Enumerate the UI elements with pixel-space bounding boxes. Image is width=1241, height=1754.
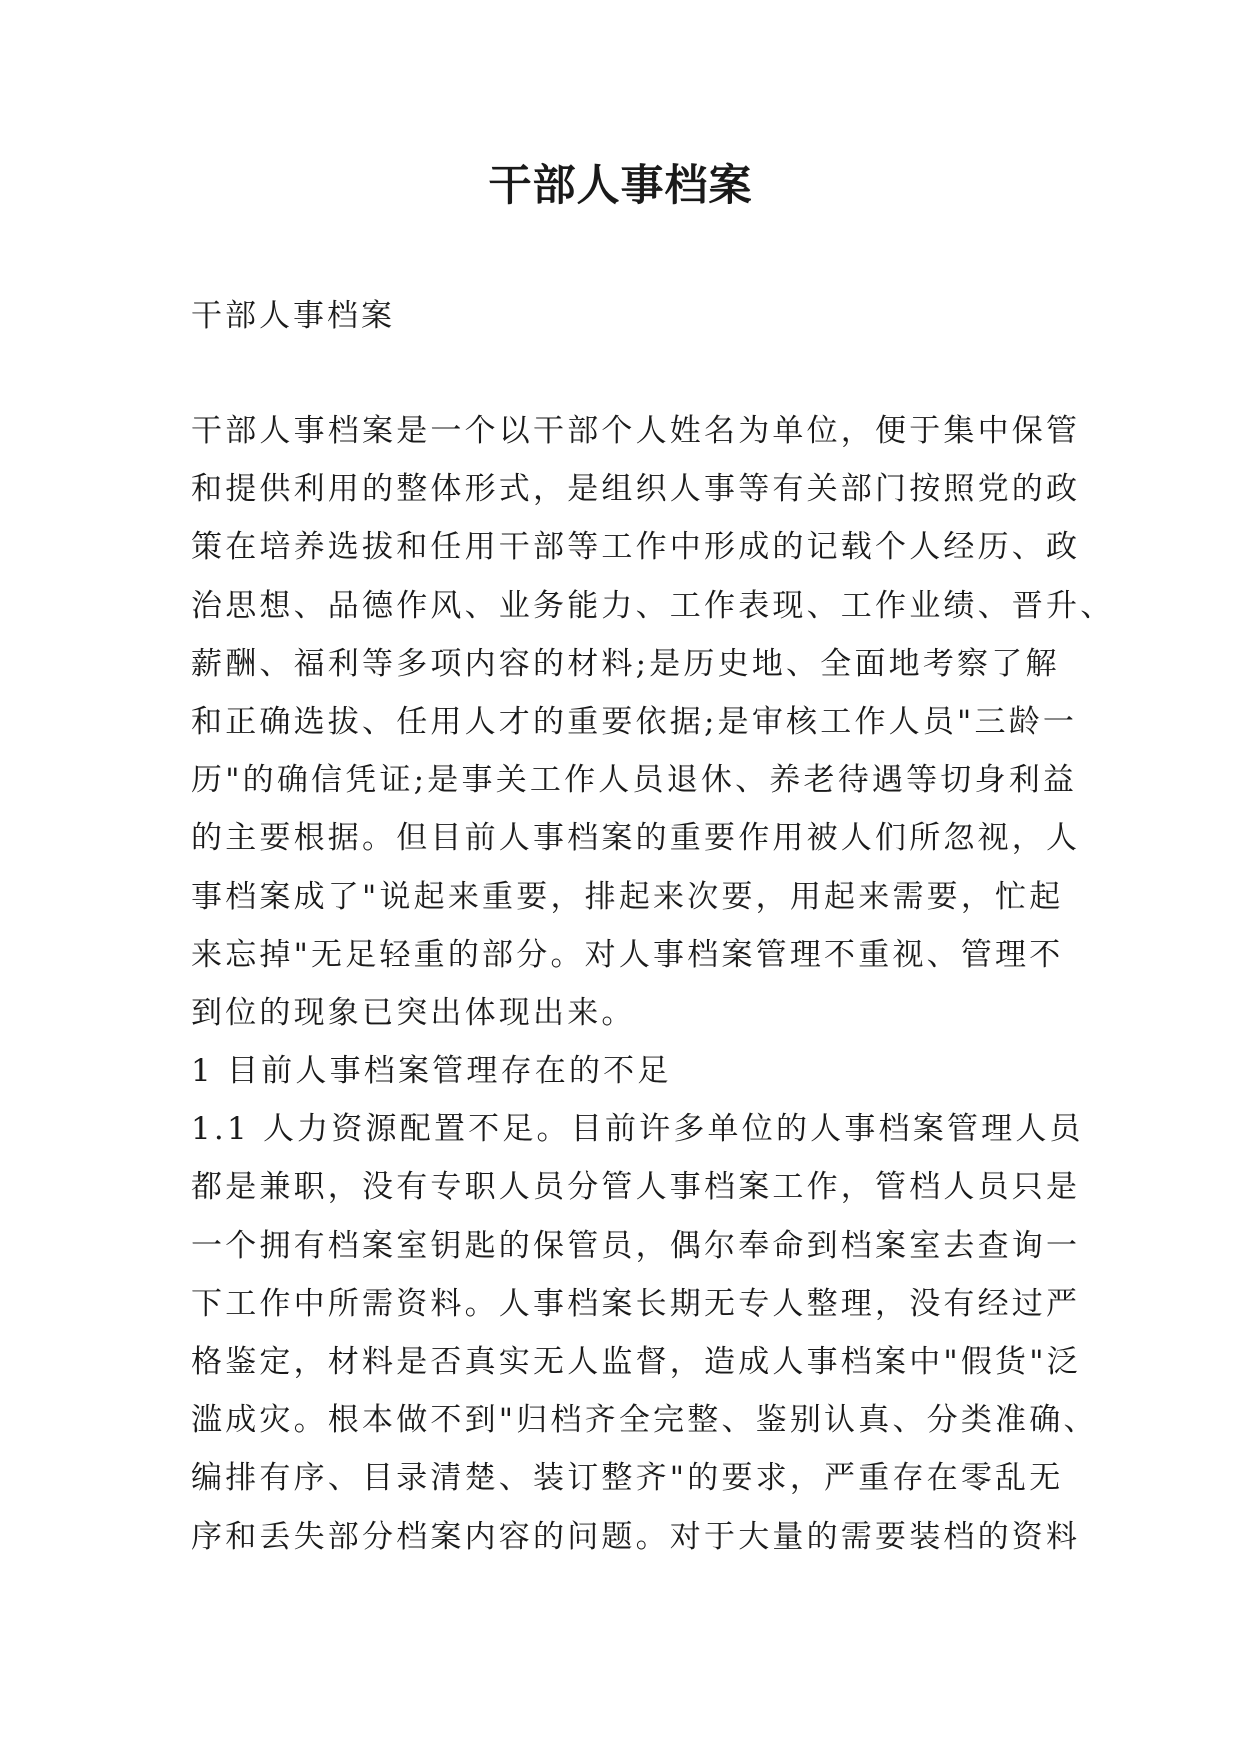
body-line: 历"的确信凭证;是事关工作人员退休、养老待遇等切身利益 <box>191 762 1078 799</box>
document-subtitle: 干部人事档案 <box>191 298 395 334</box>
body-line: 策在培养选拔和任用干部等工作中形成的记载个人经历、政 <box>191 529 1081 566</box>
body-line: 来忘掉"无足轻重的部分。对人事档案管理不重视、管理不 <box>191 936 1064 973</box>
section-heading: 1 目前人事档案管理存在的不足 <box>191 1053 672 1090</box>
document-title: 干部人事档案 <box>488 161 753 211</box>
body-line: 薪酬、福利等多项内容的材料;是历史地、全面地考察了解 <box>191 645 1060 682</box>
body-line: 干部人事档案是一个以干部个人姓名为单位，便于集中保管 <box>191 413 1081 449</box>
document-body <box>191 411 1115 1575</box>
body-line: 滥成灾。根本做不到"归档齐全完整、鉴别认真、分类准确、 <box>191 1402 1098 1439</box>
body-line: 一个拥有档案室钥匙的保管员，偶尔奉命到档案室去查询一 <box>191 1227 1081 1264</box>
body-line: 到位的现象已突出体现出来。 <box>191 994 636 1031</box>
body-line: 治思想、品德作风、业务能力、工作表现、工作业绩、晋升、 <box>191 587 1115 624</box>
body-line: 都是兼职，没有专职人员分管人事档案工作，管档人员只是 <box>191 1169 1081 1206</box>
body-line: 格鉴定，材料是否真实无人监督，造成人事档案中"假货"泛 <box>191 1344 1081 1380</box>
body-line: 事档案成了"说起来重要，排起来次要，用起来需要，忙起 <box>191 878 1064 915</box>
body-line: 1.1 人力资源配置不足。目前许多单位的人事档案管理人员 <box>191 1111 1084 1148</box>
body-line: 和正确选拔、任用人才的重要依据;是审核工作人员"三龄一 <box>191 703 1078 740</box>
body-line: 编排有序、目录清楚、装订整齐"的要求，严重存在零乱无 <box>191 1460 1064 1497</box>
body-line: 下工作中所需资料。人事档案长期无专人整理，没有经过严 <box>191 1285 1081 1322</box>
body-line: 和提供利用的整体形式，是组织人事等有关部门按照党的政 <box>191 471 1081 508</box>
body-line: 的主要根据。但目前人事档案的重要作用被人们所忽视，人 <box>191 820 1081 857</box>
body-line: 序和丢失部分档案内容的问题。对于大量的需要装档的资料 <box>191 1518 1081 1555</box>
